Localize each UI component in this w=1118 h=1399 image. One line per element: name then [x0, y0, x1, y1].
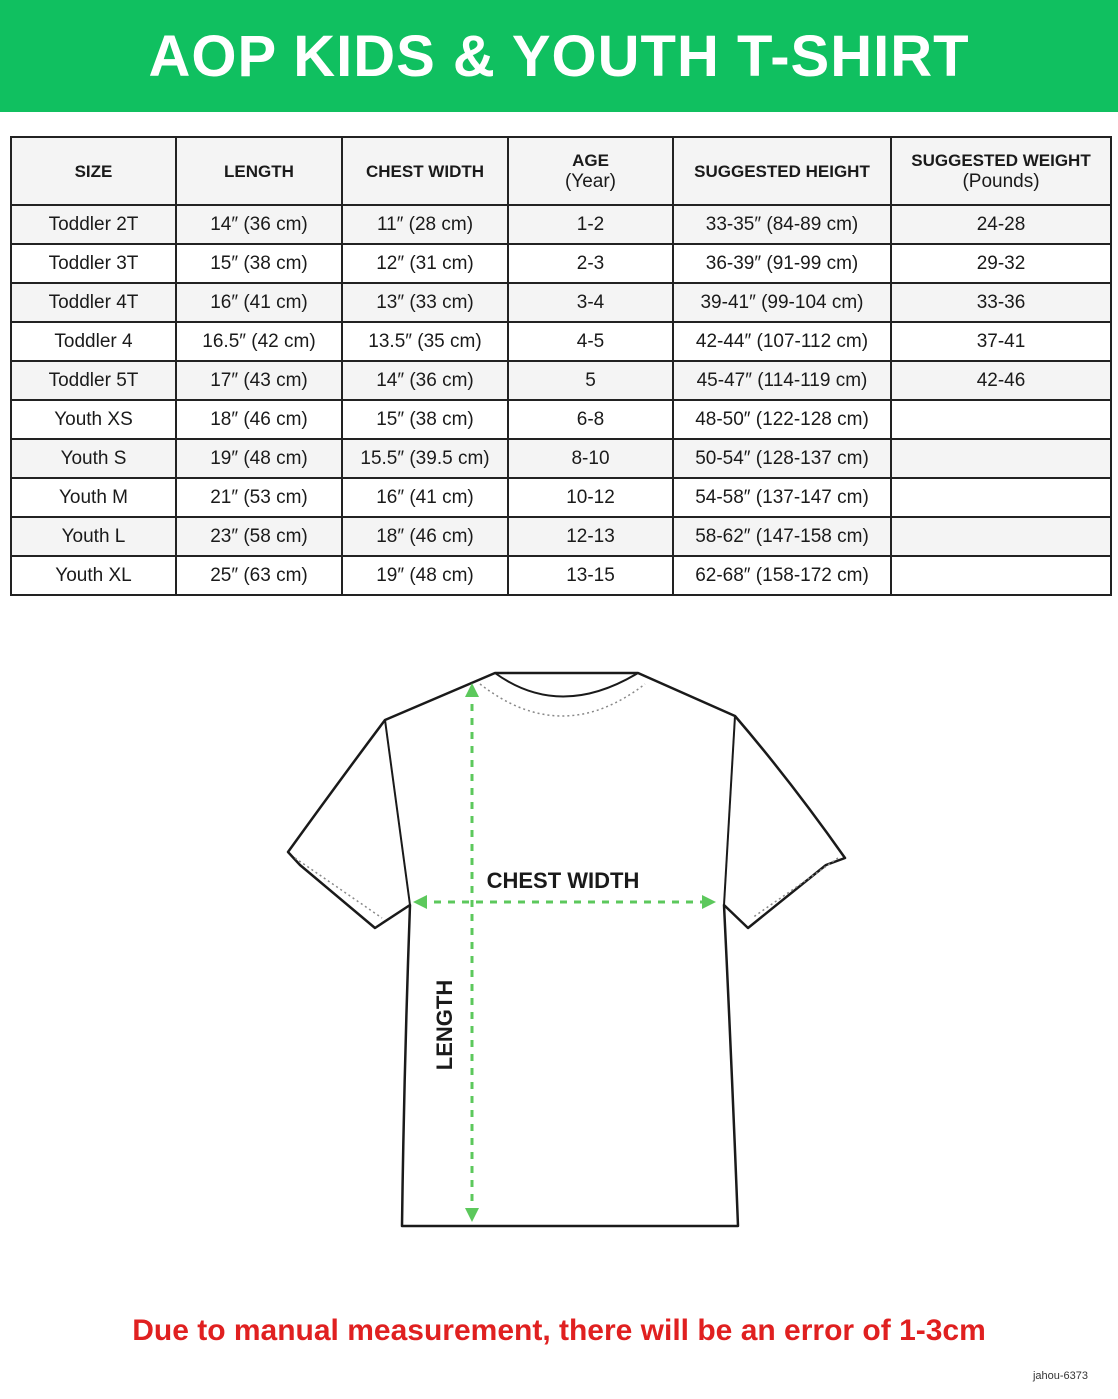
- cell-height: 54-58″ (137-147 cm): [673, 478, 891, 517]
- column-header: LENGTH: [176, 137, 342, 205]
- cell-size: Toddler 4T: [11, 283, 176, 322]
- length-label: LENGTH: [432, 979, 457, 1071]
- cell-length: 17″ (43 cm): [176, 361, 342, 400]
- tshirt-outline: [288, 673, 845, 1226]
- cell-height: 62-68″ (158-172 cm): [673, 556, 891, 595]
- column-header: AGE (Year): [508, 137, 673, 205]
- column-header: SUGGESTED WEIGHT (Pounds): [891, 137, 1111, 205]
- table-row: [11, 205, 1111, 244]
- cell-chest: 18″ (46 cm): [342, 517, 508, 556]
- armhole-right: [724, 716, 735, 905]
- size-chart-table: [10, 136, 1112, 596]
- cell-size: Toddler 4: [11, 322, 176, 361]
- table-body: [11, 205, 1111, 595]
- cell-height: 42-44″ (107-112 cm): [673, 322, 891, 361]
- table-row: [11, 478, 1111, 517]
- table-row: [11, 556, 1111, 595]
- cell-weight: 42-46: [891, 361, 1111, 400]
- cell-age: 13-15: [508, 556, 673, 595]
- table-row: [11, 517, 1111, 556]
- cell-age: 2-3: [508, 244, 673, 283]
- cell-height: 45-47″ (114-119 cm): [673, 361, 891, 400]
- cell-weight: [891, 517, 1111, 556]
- cell-size: Youth S: [11, 439, 176, 478]
- cell-height: 48-50″ (122-128 cm): [673, 400, 891, 439]
- column-header: SIZE: [11, 137, 176, 205]
- cell-height: 39-41″ (99-104 cm): [673, 283, 891, 322]
- cell-chest: 14″ (36 cm): [342, 361, 508, 400]
- cell-age: 12-13: [508, 517, 673, 556]
- cell-size: Toddler 5T: [11, 361, 176, 400]
- cell-length: 18″ (46 cm): [176, 400, 342, 439]
- column-header: CHEST WIDTH: [342, 137, 508, 205]
- cell-chest: 19″ (48 cm): [342, 556, 508, 595]
- cell-length: 16.5″ (42 cm): [176, 322, 342, 361]
- cell-chest: 16″ (41 cm): [342, 478, 508, 517]
- length-arrow: [465, 683, 479, 1222]
- cell-weight: [891, 400, 1111, 439]
- cell-length: 21″ (53 cm): [176, 478, 342, 517]
- cell-length: 16″ (41 cm): [176, 283, 342, 322]
- cell-chest: 13.5″ (35 cm): [342, 322, 508, 361]
- cell-age: 5: [508, 361, 673, 400]
- cell-size: Youth XS: [11, 400, 176, 439]
- cell-length: 25″ (63 cm): [176, 556, 342, 595]
- cell-size: Youth L: [11, 517, 176, 556]
- table-row: [11, 400, 1111, 439]
- cell-length: 15″ (38 cm): [176, 244, 342, 283]
- cell-age: 1-2: [508, 205, 673, 244]
- cell-chest: 13″ (33 cm): [342, 283, 508, 322]
- cell-weight: [891, 556, 1111, 595]
- chest-width-arrow: [413, 895, 716, 909]
- table-row: [11, 361, 1111, 400]
- cell-size: Toddler 2T: [11, 205, 176, 244]
- cell-height: 36-39″ (91-99 cm): [673, 244, 891, 283]
- cell-length: 19″ (48 cm): [176, 439, 342, 478]
- cell-weight: [891, 439, 1111, 478]
- table-row: [11, 439, 1111, 478]
- chest-width-label: CHEST WIDTH: [486, 868, 640, 893]
- cell-chest: 15.5″ (39.5 cm): [342, 439, 508, 478]
- cell-length: 14″ (36 cm): [176, 205, 342, 244]
- cell-height: 58-62″ (147-158 cm): [673, 517, 891, 556]
- cell-height: 33-35″ (84-89 cm): [673, 205, 891, 244]
- collar-inner: [495, 673, 638, 697]
- cell-height: 50-54″ (128-137 cm): [673, 439, 891, 478]
- cell-weight: [891, 478, 1111, 517]
- cell-size: Youth XL: [11, 556, 176, 595]
- column-header: SUGGESTED HEIGHT: [673, 137, 891, 205]
- cell-size: Toddler 3T: [11, 244, 176, 283]
- measurement-note: Due to manual measurement, there will be an error of 1-3cm: [132, 1314, 986, 1347]
- table-row: [11, 322, 1111, 361]
- cell-age: 8-10: [508, 439, 673, 478]
- cell-age: 10-12: [508, 478, 673, 517]
- table-row: [11, 283, 1111, 322]
- cell-length: 23″ (58 cm): [176, 517, 342, 556]
- title-banner: [0, 0, 1118, 112]
- cell-age: 4-5: [508, 322, 673, 361]
- collar-stitch: [480, 684, 645, 716]
- cell-size: Youth M: [11, 478, 176, 517]
- cell-chest: 15″ (38 cm): [342, 400, 508, 439]
- cell-age: 6-8: [508, 400, 673, 439]
- sleeve-stitch-right: [752, 858, 838, 918]
- watermark: jahou-6373: [1032, 1370, 1088, 1382]
- cell-weight: 29-32: [891, 244, 1111, 283]
- cell-chest: 12″ (31 cm): [342, 244, 508, 283]
- cell-weight: 37-41: [891, 322, 1111, 361]
- cell-age: 3-4: [508, 283, 673, 322]
- page-title: AOP KIDS & YOUTH T-SHIRT: [148, 23, 970, 89]
- table-row: [11, 244, 1111, 283]
- armhole-left: [385, 720, 410, 905]
- sleeve-stitch-left: [295, 858, 382, 918]
- cell-chest: 11″ (28 cm): [342, 205, 508, 244]
- cell-weight: 24-28: [891, 205, 1111, 244]
- tshirt-diagram: [0, 620, 1118, 1280]
- table-header-row: [11, 137, 1111, 205]
- cell-weight: 33-36: [891, 283, 1111, 322]
